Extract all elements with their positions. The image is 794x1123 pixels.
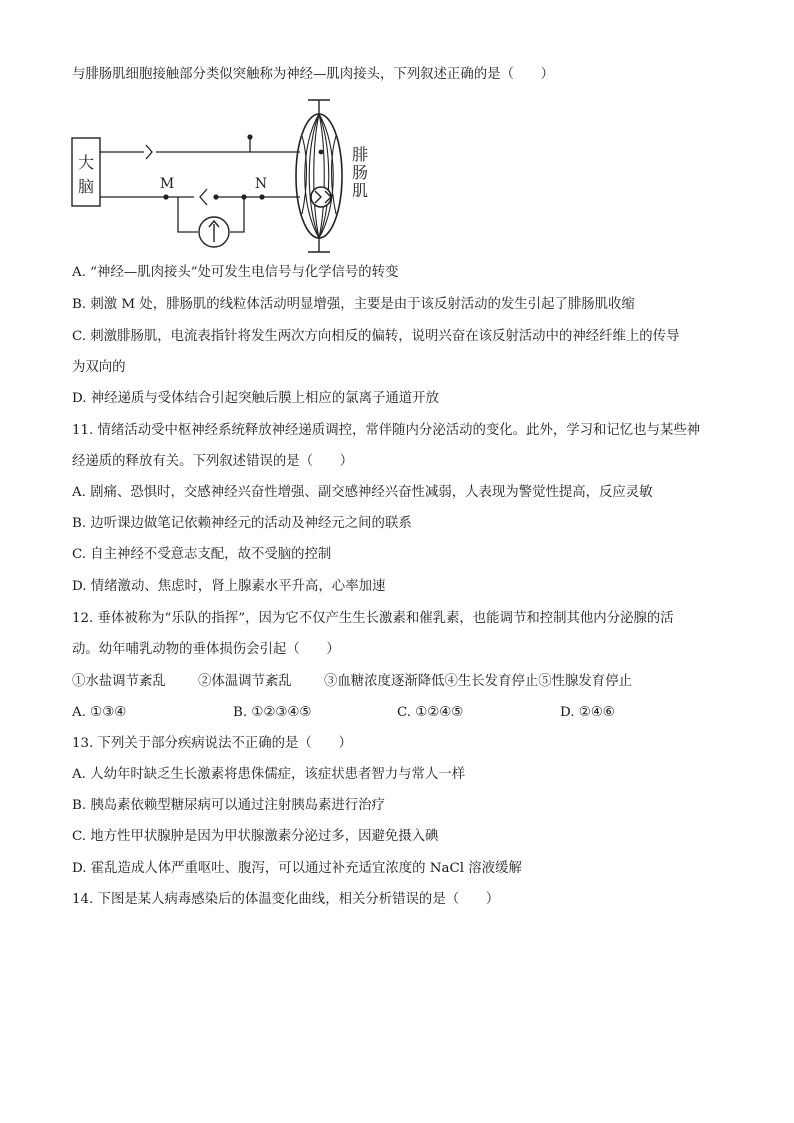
q10-option-b: B. 刺激 M 处，腓肠肌的线粒体活动明显增强，主要是由于该反射活动的发生引起了腓肠肌收缩 xyxy=(72,297,635,312)
q11-stem-line1: 11. 情绪活动受中枢神经系统释放神经递质调控，常伴随内分泌活动的变化。此外，学习和记忆也与某些神 xyxy=(72,423,701,438)
q12-stem-line1: 12. 垂体被称为“乐队的指挥”，因为它不仅产生生长激素和催乳素，也能调节和控制其他内分泌腺的活 xyxy=(72,611,674,626)
point-m-dot xyxy=(163,194,168,199)
point-n-dot xyxy=(259,194,264,199)
q10-option-c: C. 刺激腓肠肌，电流表指针将发生两次方向相反的偏转，说明兴奋在该反射活动中的神经纤维上的传导 xyxy=(72,329,680,344)
q13-option-a: A. 人幼年时缺乏生长激素将患侏儒症，该症状患者智力与常人一样 xyxy=(72,767,466,782)
q12-stem-line2: 动。幼年哺乳动物的垂体损伤会引起（ ） xyxy=(72,642,340,657)
q11-stem-line2: 经递质的释放有关。下列叙述错误的是（ ） xyxy=(72,454,354,469)
q12-choice-d: D. ②④⑥ xyxy=(560,705,615,720)
q14-stem: 14. 下图是某人病毒感染后的体温变化曲线，相关分析错误的是（ ） xyxy=(72,892,500,907)
q11-option-c: C. 自主神经不受意志支配，故不受脑的控制 xyxy=(72,547,332,562)
gastrocnemius-muscle-icon xyxy=(296,114,342,238)
upper-synapse-icon xyxy=(146,145,152,159)
lower-synapse-icon xyxy=(200,189,207,205)
q10-option-d: D. 神经递质与受体结合引起突触后膜上相应的氯离子通道开放 xyxy=(72,391,439,406)
q12-choice-c: C. ①②④⑤ xyxy=(397,705,464,720)
brain-label-1: 大 xyxy=(77,153,95,172)
reflex-arc-diagram xyxy=(68,96,388,256)
q12-item-1: ①水盐调节紊乱 xyxy=(72,674,166,689)
q12-choice-a: A. ①③④ xyxy=(72,705,127,720)
q10-stem: 与腓肠肌细胞接触部分类似突触称为神经—肌肉接头，下列叙述正确的是（ ） xyxy=(72,67,555,82)
muscle-label-3: 肌 xyxy=(351,181,369,200)
point-m-label: M xyxy=(159,176,175,192)
q12-choice-b: B. ①②③④⑤ xyxy=(233,705,312,720)
q11-option-b: B. 边听课边做笔记依赖神经元的活动及神经元之间的联系 xyxy=(72,516,412,531)
q13-option-b: B. 胰岛素依赖型糖尿病可以通过注射胰岛素进行治疗 xyxy=(72,798,385,813)
q10-option-c-cont: 为双向的 xyxy=(72,360,126,375)
q13-option-d: D. 霍乱造成人体严重呕吐、腹泻，可以通过补充适宜浓度的 NaCl 溶液缓解 xyxy=(72,861,522,876)
q12-item-3: ③血糖浓度逐渐降低④生长发育停止⑤性腺发育停止 xyxy=(324,674,632,689)
q13-option-c: C. 地方性甲状腺肿是因为甲状腺激素分泌过多，因避免摄入碘 xyxy=(72,829,439,844)
q11-option-a: A. 剧痛、恐惧时，交感神经兴奋性增强、副交感神经兴奋性减弱，人表现为警觉性提高，反应灵敏 xyxy=(72,485,653,500)
q13-stem: 13. 下列关于部分疾病说法不正确的是（ ） xyxy=(72,736,352,751)
q12-item-2: ②体温调节紊乱 xyxy=(198,674,292,689)
point-n-label: N xyxy=(254,176,268,192)
q10-option-a: A. “神经—肌肉接头”处可发生电信号与化学信号的转变 xyxy=(72,265,399,280)
muscle-label-2: 肠 xyxy=(351,163,369,182)
q11-option-d: D. 情绪激动、焦虑时，肾上腺素水平升高，心率加速 xyxy=(72,579,386,594)
muscle-label-1: 腓 xyxy=(351,145,369,164)
brain-label-2: 脑 xyxy=(77,177,95,196)
